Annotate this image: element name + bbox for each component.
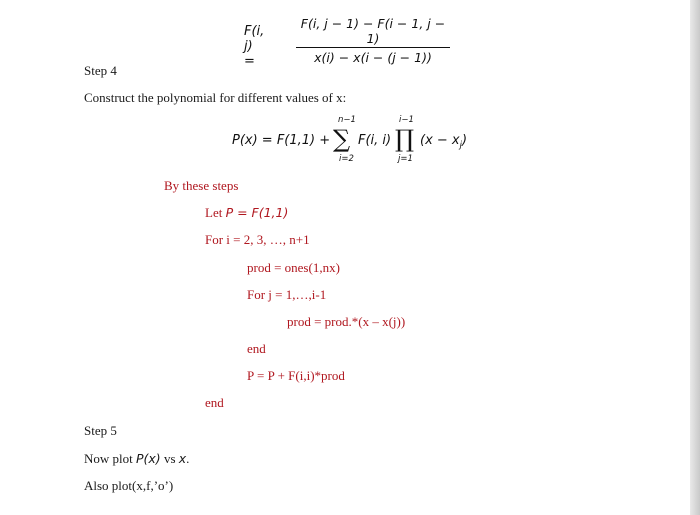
formula-numerator: F(i, j − 1) − F(i − 1, j − 1) (300, 16, 446, 46)
prod-symbol: ∏ (395, 125, 415, 153)
factor-close: ) (462, 133, 468, 148)
formula-fraction (296, 16, 450, 65)
plot-variable: x (178, 451, 187, 466)
step4-heading: Step 4 (84, 63, 117, 78)
formula-denominator: x(i) − x(i − (j − 1)) (314, 50, 432, 65)
algorithm-prod-init: prod = ones(1,nx) (247, 260, 340, 275)
plot-end: . (186, 451, 190, 466)
step5-also-plot: Also plot(x,f,’o’) (84, 478, 174, 493)
sum-symbol: ∑ (333, 125, 351, 153)
algorithm-for-j: For j = 1,…,i-1 (247, 287, 327, 302)
sum-upper-limit: n−1 (338, 115, 356, 125)
prod-upper-limit: i−1 (399, 115, 414, 125)
algorithm-p-update: P = P + F(i,i)*prod (247, 368, 345, 383)
sum-term: F(i, i) (358, 133, 392, 148)
plot-expression: P(x) (136, 451, 161, 466)
let-expression: P = F(1,1) (225, 205, 289, 220)
algorithm-end-inner: end (247, 341, 266, 356)
fraction-bar (296, 47, 450, 48)
algorithm-prod-update: prod = prod.*(x – x(j)) (287, 314, 406, 329)
plot-vs: vs (160, 451, 179, 466)
prod-lower-limit: j=1 (398, 154, 413, 164)
factor-subscript: j (459, 140, 462, 151)
step5-heading: Step 5 (84, 423, 117, 438)
step4-description: Construct the polynomial for different values of x: (84, 90, 347, 105)
algorithm-intro: By these steps (164, 178, 239, 193)
sum-lower-limit: i=2 (339, 154, 354, 164)
factor-text: (x − x (420, 133, 460, 148)
formula-lhs: F(i, j) = (244, 24, 265, 69)
algorithm-for-i: For i = 2, 3, …, n+1 (205, 232, 310, 247)
product-factor (420, 133, 467, 151)
plot-prefix: Now plot (84, 451, 136, 466)
step5-plot-line (84, 451, 189, 467)
polynomial-lhs: P(x) = F(1,1) + (232, 133, 331, 148)
page-edge (690, 0, 700, 515)
let-prefix: Let (205, 205, 226, 220)
algorithm-end-outer: end (205, 395, 224, 410)
algorithm-let (205, 205, 288, 221)
